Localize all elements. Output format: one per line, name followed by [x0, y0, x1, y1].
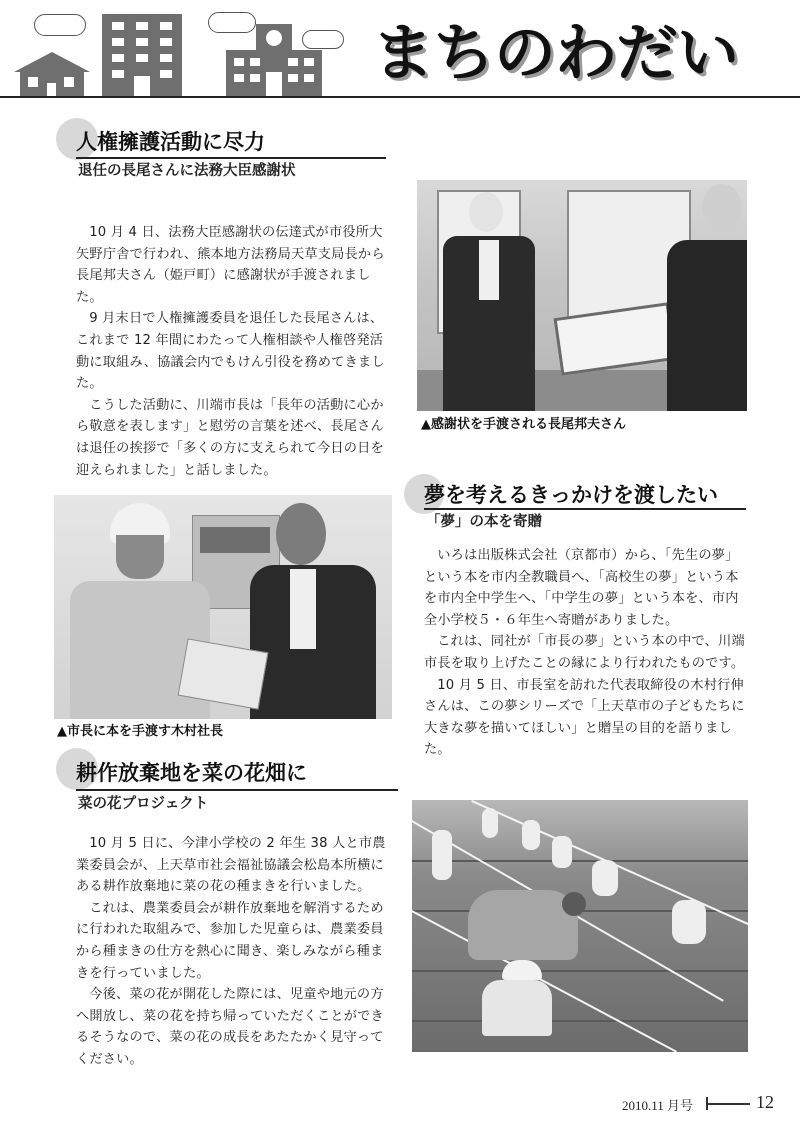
- article2-paragraph: 10 月 5 日、市長室を訪れた代表取締役の木村行伸さんは、この夢シリーズで「上天草市の子どもたちに大きな夢を描いてほしい」と贈呈の目的を語りました。: [424, 677, 745, 758]
- page-number: 12: [756, 1092, 774, 1112]
- article1-title-rule: [76, 157, 386, 159]
- article2-paragraph: いろは出版株式会社（京都市）から、「先生の夢」という本を市内全教職員へ、「高校生の夢」という本を市内全中学生へ、「中学生の夢」という本を、市内全小学校５・６年生へ寄贈がありました。: [424, 548, 739, 628]
- article3-paragraph: 10 月 5 日に、今津小学校の 2 年生 38 人と市農業委員会が、上天草市社会福祉協議会松島本所横にある耕作放棄地に菜の花の種まきを行いました。: [76, 836, 386, 895]
- article3-paragraph: 今後、菜の花が開花した際には、児童や地元の方へ開放し、菜の花を持ち帰っていただくことができるそうなので、菜の花の成長をあたたかく見守ってください。: [76, 987, 384, 1067]
- house-roof-icon: [14, 52, 90, 72]
- cloud-icon: [302, 30, 344, 49]
- office-building-icon: [102, 14, 182, 97]
- footer-rule: [706, 1103, 750, 1105]
- school-building-icon: [226, 50, 322, 97]
- article3-paragraph: これは、農業委員会が耕作放棄地を解消するために行われた取組みで、参加した児童らは、農業委員から種まきの仕方を熱心に聞き、楽しみながら種まきを行っていました。: [76, 900, 384, 981]
- page-masthead-title: まちのわだい: [372, 16, 739, 89]
- article3-title: 耕作放棄地を菜の花畑に: [76, 761, 307, 785]
- article2-title-rule: [424, 508, 746, 510]
- article2-photo-caption: ▲市長に本を手渡す木村社長: [57, 724, 223, 739]
- article3-title-rule: [76, 789, 398, 791]
- house-icon: [20, 71, 84, 97]
- article1-body: [76, 222, 388, 481]
- article3-body: [76, 833, 394, 1071]
- cloud-icon: [34, 14, 86, 36]
- article1-photo-caption: ▲感謝状を手渡される長尾邦夫さん: [421, 417, 626, 432]
- article1-paragraph: 9 月末日で人権擁護委員を退任した長尾さんは、これまで 12 年間にわたって人権相談や人権啓発活動に取組み、協議会内でもけん引役を務めてきました。: [76, 311, 385, 392]
- article1-subtitle: 退任の長尾さんに法務大臣感謝状: [78, 163, 296, 179]
- cloud-icon: [208, 12, 256, 33]
- header-illustration: [0, 0, 360, 98]
- clock-tower-icon: [256, 24, 292, 52]
- article3-photo: [412, 800, 748, 1052]
- article2-paragraph: これは、同社が「市長の夢」という本の中で、川端市長を取り上げたことの縁により行われたものです。: [424, 634, 745, 671]
- footer-rule-cap: [706, 1097, 708, 1110]
- issue-date: 2010.11 月号: [622, 1098, 694, 1113]
- article2-photo: [54, 495, 392, 719]
- article1-photo: [417, 180, 747, 411]
- header-rule: [0, 96, 800, 98]
- article1-paragraph: 10 月 4 日、法務大臣感謝状の伝達式が市役所大矢野庁舎で行われ、熊本地方法務局天草支局長から長尾邦夫さん（姫戸町）に感謝状が手渡されました。: [76, 225, 385, 305]
- article2-subtitle: 「夢」の本を寄贈: [426, 514, 542, 530]
- article1-paragraph: こうした活動に、川端市長は「長年の活動に心から敬意を表します」と慰労の言葉を述べ、長尾さんは退任の挨拶で「多くの方に支えられて今日の日を迎えられました」と話しました。: [76, 397, 384, 478]
- article2-title: 夢を考えるきっかけを渡したい: [424, 483, 718, 507]
- article3-subtitle: 菜の花プロジェクト: [78, 796, 209, 812]
- article2-body: [424, 545, 748, 761]
- article1-title: 人権擁護活動に尽力: [76, 130, 265, 154]
